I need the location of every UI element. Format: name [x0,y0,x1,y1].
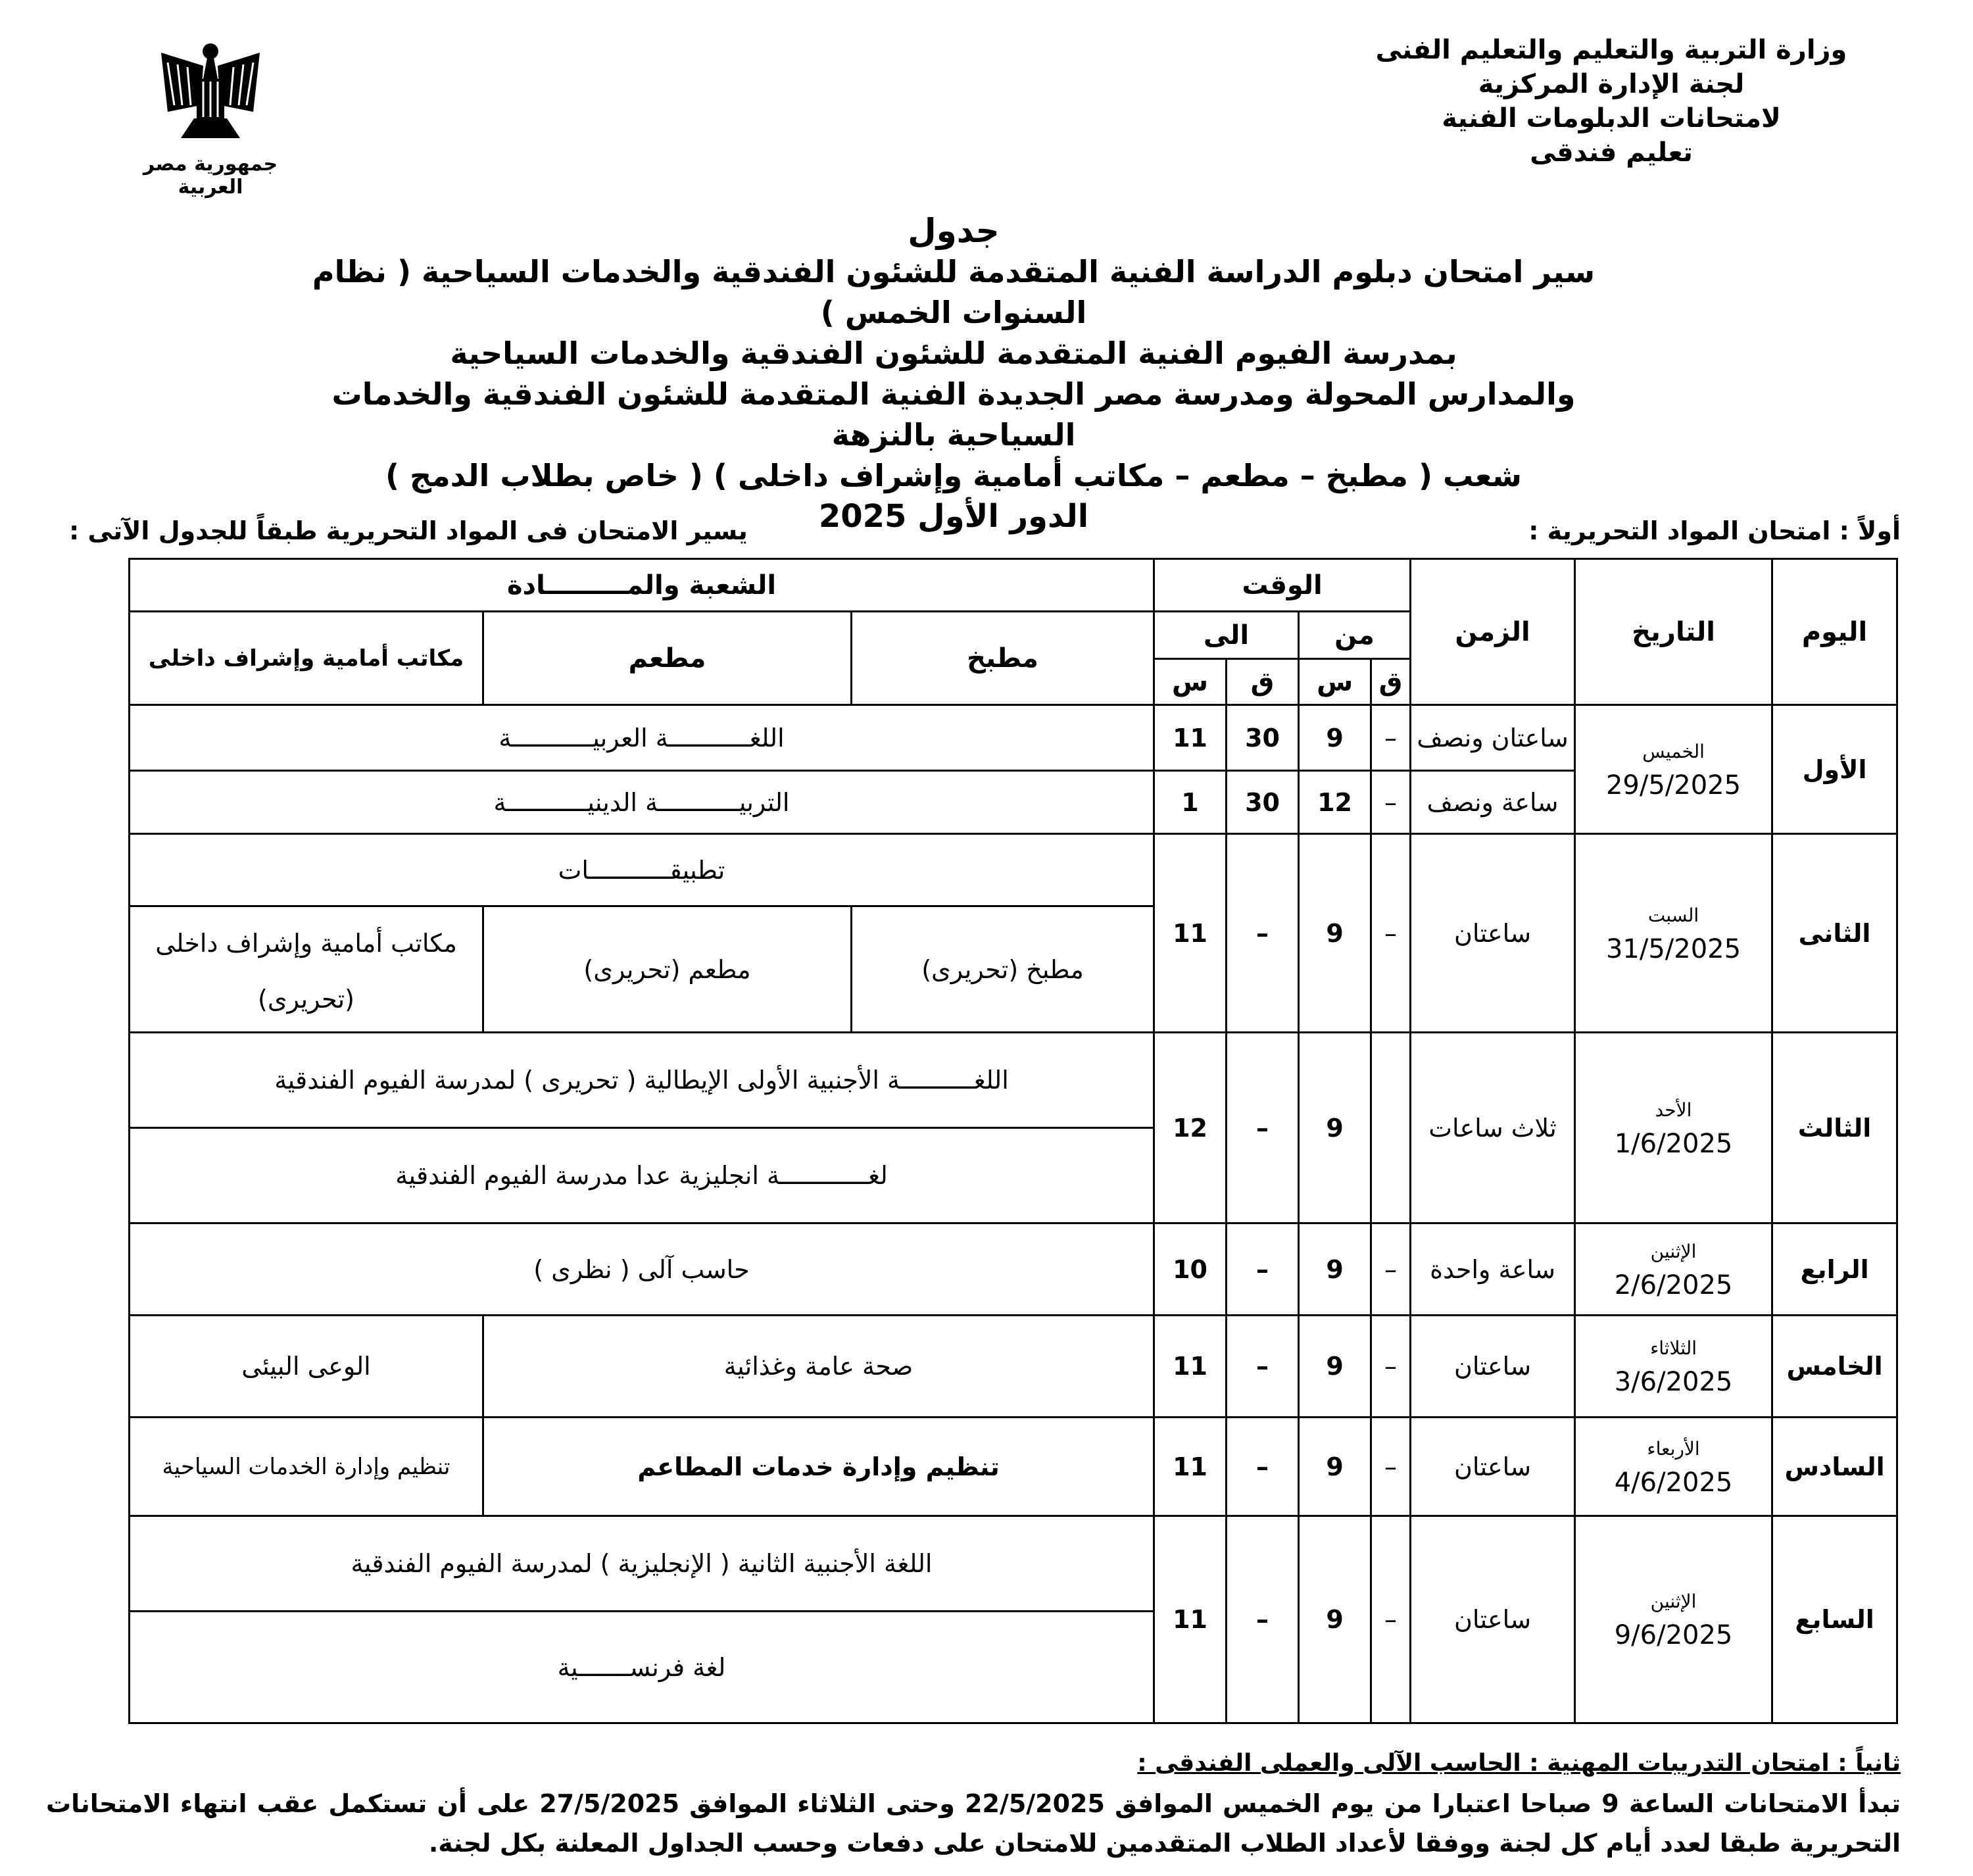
head-to: الى [1154,612,1299,659]
from-hour-cell: 9 [1299,834,1371,1033]
subject-cell: تنظيم وإدارة خدمات المطاعم [483,1418,1154,1516]
day-cell: الرابع [1772,1223,1897,1316]
subject-cell: التربيـــــــــــة الدينيـــــــــــة [130,771,1154,834]
from-hour-cell: 9 [1299,1516,1371,1723]
head-date: التاريخ [1575,559,1772,705]
duration-cell: ساعتان [1411,834,1575,1033]
head-from-min: ق [1371,659,1411,705]
country-name: جمهورية مصر العربية [143,153,278,199]
to-hour-cell: 10 [1154,1223,1227,1316]
to-hour-cell: 1 [1154,771,1227,834]
to-min-cell: – [1227,1033,1299,1223]
from-hour-cell: 9 [1299,1033,1371,1223]
title-line-2: بمدرسة الفيوم الفنية المتقدمة للشئون الفندقية والخدمات السياحية [450,335,1457,371]
to-min-cell: – [1227,1223,1299,1316]
subject-cell: الوعى البيئى [130,1316,483,1418]
ministry-line: لجنة الإدارة المركزية [1478,69,1745,99]
subject-cell: اللغـــــــــــة العربيـــــــــــة [130,705,1154,771]
subject-cell: لغــــــــــــة انجليزية عدا مدرسة الفيوم الفندقية [130,1128,1154,1223]
title-line-4: شعب ( مطبخ – مطعم – مكاتب أمامية وإشراف داخلى ) ( خاص بطلاب الدمج ) [385,458,1522,493]
duration-cell: ساعتان ونصف [1411,705,1575,771]
subject-cell: اللغة الأجنبية الثانية ( الإنجليزية ) لمدرسة الفيوم الفندقية [130,1516,1154,1612]
to-min-cell: – [1227,834,1299,1033]
to-min-cell: 30 [1227,705,1299,771]
from-min-cell: – [1371,834,1411,1033]
table-row [130,705,1897,771]
ministry-header [1361,33,1861,170]
to-hour-cell: 11 [1154,1316,1227,1418]
head-time: الوقت [1154,559,1411,612]
head-kitchen: مطبخ [852,612,1154,705]
day-cell: الثانى [1772,834,1897,1033]
from-min-cell: – [1371,771,1411,834]
duration-cell: ساعتان [1411,1516,1575,1723]
day-cell: الخامس [1772,1316,1897,1418]
to-min-cell: 30 [1227,771,1299,834]
head-duration: الزمن [1411,559,1575,705]
head-branch: الشعبة والمـــــــــادة [130,559,1154,612]
from-hour-cell: 9 [1299,1316,1371,1418]
from-min-cell: – [1371,705,1411,771]
day-cell: الثالث [1772,1033,1897,1223]
table-row [130,1516,1897,1612]
head-to-hour: س [1154,659,1227,705]
date-cell: الثلاثاء 3/6/2025 [1575,1316,1772,1418]
from-hour-cell: 9 [1299,1418,1371,1516]
date-cell: الإثنين 9/6/2025 [1575,1516,1772,1723]
to-hour-cell: 11 [1154,834,1227,1033]
document-titles [263,210,1644,537]
subject-cell: تنظيم وإدارة الخدمات السياحية [130,1418,483,1516]
date-cell: الخميس 29/5/2025 [1575,705,1772,834]
table-row [130,1418,1897,1516]
day-cell: الأول [1772,705,1897,834]
table-row [130,1033,1897,1128]
title-line-3: والمدارس المحولة ومدرسة مصر الجديدة الفنية المتقدمة للشئون الفندقية والخدمات السياحية بالنزهة [331,376,1576,453]
duration-cell: ساعتان [1411,1316,1575,1418]
to-hour-cell: 12 [1154,1033,1227,1223]
duration-cell: ساعة واحدة [1411,1223,1575,1316]
ministry-line: لامتحانات الدبلومات الفنية [1442,103,1781,134]
duration-cell: ثلاث ساعات [1411,1033,1575,1223]
to-hour-cell: 11 [1154,1516,1227,1723]
from-min-cell [1371,1033,1411,1223]
head-day: اليوم [1772,559,1897,705]
kitchen-cell: مطبخ (تحريرى) [852,906,1154,1033]
to-min-cell: – [1227,1418,1299,1516]
to-hour-cell: 11 [1154,1418,1227,1516]
date-cell: الأحد 1/6/2025 [1575,1033,1772,1223]
front-office-cell: مكاتب أمامية وإشراف داخلى (تحريرى) [130,906,483,1033]
section-2-text: تبدأ الامتحانات الساعة 9 صباحا اعتبارا من يوم الخميس الموافق 22/5/2025 وحتى الثلاثاء الموافق 27/5/2025 على أن تستكمل عقب انتهاء الامتحانات التحريرية طبقا لعدد أيام كل لجنة ووفقا لأعداد الطلاب المتقدمين للامتحان على دفعات وحسب الجداول المعلنة بكل لجنة. [46,1789,1901,1858]
to-min-cell: – [1227,1316,1299,1418]
duration-cell: ساعة ونصف [1411,771,1575,834]
subject-cell: اللغــــــــــة الأجنبية الأولى الإيطالية ( تحريرى ) لمدرسة الفيوم الفندقية [130,1033,1154,1128]
subject-cell: حاسب آلى ( نظرى ) [130,1223,1154,1316]
head-from-hour: س [1299,659,1371,705]
subject-cell: لغة فرنســـــــية [130,1612,1154,1723]
from-min-cell: – [1371,1223,1411,1316]
table-row [130,1316,1897,1418]
date-cell: الإثنين 2/6/2025 [1575,1223,1772,1316]
date-cell: الأربعاء 4/6/2025 [1575,1418,1772,1516]
title-table-word: جدول [908,212,1000,250]
section-1-note: يسير الامتحان فى المواد التحريرية طبقاً للجدول الآتى : [69,516,748,545]
state-emblem-block [112,39,309,199]
section-1-label: أولاً : امتحان المواد التحريرية : [1528,516,1901,545]
duration-cell: ساعتان [1411,1418,1575,1516]
ministry-line: وزارة التربية والتعليم والتعليم الفنى [1375,35,1847,65]
restaurant-cell: مطعم (تحريرى) [483,906,852,1033]
eagle-emblem-icon [155,39,266,145]
exam-round: الدور الأول 2025 [818,498,1089,535]
head-to-min: ق [1227,659,1299,705]
from-hour-cell: 9 [1299,1223,1371,1316]
ministry-line: تعليم فندقى [1530,137,1693,168]
head-front-office: مكاتب أمامية وإشراف داخلى [130,612,483,705]
from-min-cell: – [1371,1316,1411,1418]
from-min-cell: – [1371,1418,1411,1516]
from-hour-cell: 12 [1299,771,1371,834]
title-line-1: سير امتحان دبلوم الدراسة الفنية المتقدمة للشئون الفندقية والخدمات السياحية ( نظام السنوات الخمس ) [312,254,1595,330]
to-hour-cell: 11 [1154,705,1227,771]
section-2-label: ثانياً : امتحان التدريبات المهنية : الحاسب الآلى والعملى الفندقى : [1137,1750,1901,1777]
from-min-cell: – [1371,1516,1411,1723]
from-hour-cell: 9 [1299,705,1371,771]
day-cell: السادس [1772,1418,1897,1516]
exam-schedule-table [128,558,1898,1724]
to-min-cell: – [1227,1516,1299,1723]
head-from: من [1299,612,1411,659]
head-restaurant: مطعم [483,612,852,705]
subject-cell: صحة عامة وغذائية [483,1316,1154,1418]
day-cell: السابع [1772,1516,1897,1723]
table-row [130,834,1897,906]
subject-cell: تطبيقـــــــــــات [130,834,1154,906]
date-cell: السبت 31/5/2025 [1575,834,1772,1033]
table-row [130,1223,1897,1316]
